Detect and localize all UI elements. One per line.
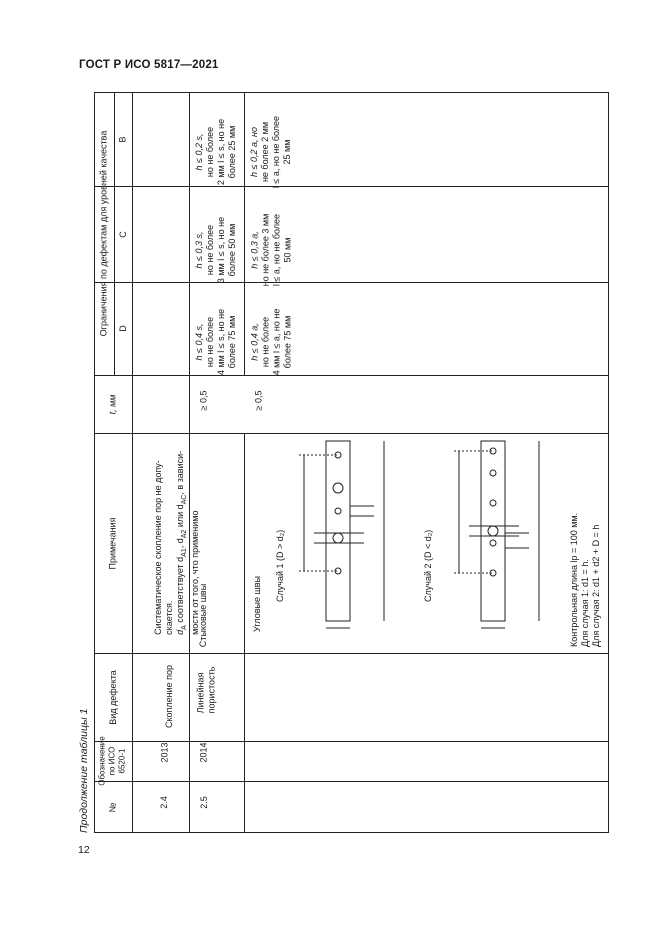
header-notes: Примечания (107, 517, 118, 569)
butt-level-c: h ≤ 0,3 s, но не более 3 мм l ≤ s, но не более 50 мм (194, 216, 238, 284)
row-2-5-num: 2.5 (198, 796, 209, 809)
case2-plate (481, 441, 505, 621)
butt-welds-label: Стыковые швы (198, 583, 209, 648)
fillet-bottom-notes: Контрольная длина lp = 100 мм. Для случая 1: d1 = h. Для случая 2: d1 + d2 + D = h (569, 512, 601, 647)
document-header: ГОСТ Р ИСО 5817—2021 (79, 59, 219, 71)
fillet-level-b: h ≤ 0,2 a, но не более 2 мм l ≤ a, но не более 25 мм (249, 115, 293, 189)
fillet-level-c: h ≤ 0,3 a, но не более 3 мм l ≤ a, но не более 50 мм (249, 213, 293, 287)
header-limits-group: Ограничения по дефектам для уровней качества (98, 130, 109, 337)
header-designation: Обозначение по ИСО 6520-1 (98, 736, 128, 786)
case1-plate (326, 441, 350, 621)
header-num: № (107, 802, 118, 812)
header-t: t, мм (107, 394, 118, 414)
case1-label: Случай 1 (D > d₂) (275, 529, 285, 602)
fillet-t-value: ≥ 0,5 (253, 390, 264, 411)
row-2-4-designation: 2013 (159, 742, 170, 763)
case2-label: Случай 2 (D < d₂) (423, 529, 433, 602)
table-caption: Продолжение таблицы 1 (78, 708, 90, 833)
row-2-4-note: Систематическое скопление пор не допу- скается. $d_A$ соответствует $d_{A1}$, $d_{A2}$ или $d_{AC}$, в зависи- мости от того, что применимо (153, 450, 200, 635)
header-level-b: B (117, 135, 128, 143)
butt-level-d: h ≤ 0,4 s, но не более 4 мм l ≤ s, но не более 75 мм (194, 308, 238, 376)
page-number: 12 (78, 844, 90, 856)
defects-table (94, 92, 609, 833)
header-defect-type: Вид дефекта (107, 669, 118, 725)
fillet-welds-label: Угловые швы (252, 576, 262, 632)
header-level-d: D (117, 325, 128, 332)
header-level-c: C (117, 230, 128, 238)
row-2-5-designation: 2014 (198, 742, 209, 763)
butt-t-value: ≥ 0,5 (198, 390, 209, 411)
row-2-4-num: 2.4 (159, 796, 170, 809)
butt-level-b: h ≤ 0,2 s, но не более 2 мм l ≤ s, но не более 25 мм (194, 118, 238, 186)
row-2-5-defect-type: Линейная пористость (195, 666, 216, 714)
fillet-level-d: h ≤ 0,4 a, но не более 4 мм l ≤ a, но не более 75 мм (249, 308, 293, 376)
row-2-4-defect-type: Скопление пор (163, 664, 174, 729)
